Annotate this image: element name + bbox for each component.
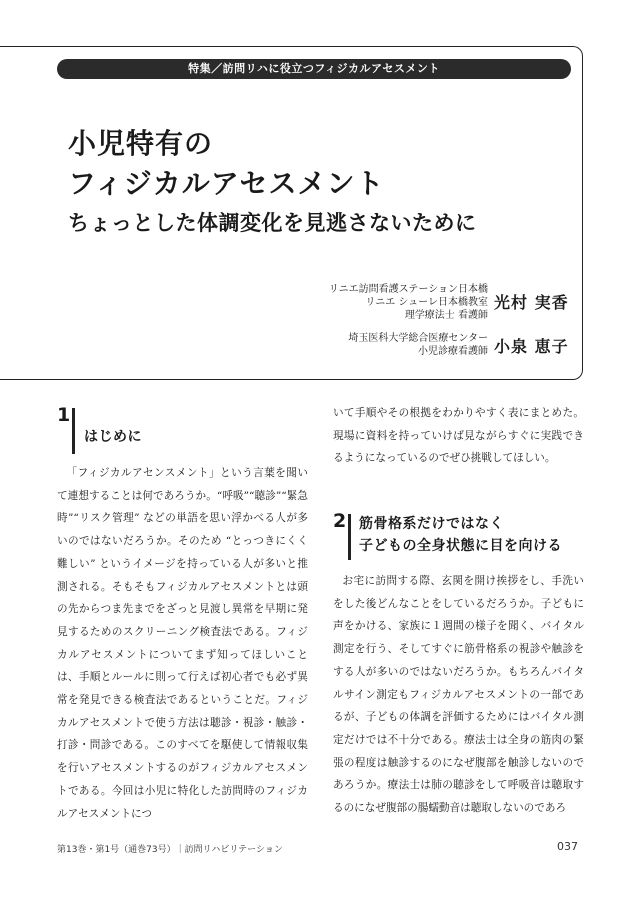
column-right-top <box>333 402 584 470</box>
section1-number: 1 <box>57 404 71 426</box>
article-subtitle: ちょっとした体調変化を見逃さないために <box>68 211 477 235</box>
section2-number: 2 <box>333 510 347 532</box>
section2-heading-line1: 筋骨格系だけではなく <box>359 516 504 532</box>
section2-heading <box>359 513 562 557</box>
section1-bar <box>72 408 75 454</box>
column-left-body <box>57 462 308 825</box>
author1-affiliation-line: 理学療法士 看護師 <box>404 310 488 321</box>
section1-heading: はじめに <box>84 429 142 445</box>
author1-affiliation-line: リニエ シューレ日本橋教室 <box>365 297 488 308</box>
feature-banner: 特集／訪問リハに役立つフィジカルアセスメント <box>57 59 571 79</box>
author1-affiliation-line: リニエ訪問看護ステーション日本橋 <box>328 284 488 295</box>
article-title-line1: 小児特有の <box>68 127 214 160</box>
page-number: 037 <box>557 840 578 853</box>
author2-affiliation <box>348 332 488 358</box>
section2-heading-line2: 子どもの全身状態に目を向ける <box>359 538 562 554</box>
section2-paragraph: お宅に訪問する際、玄関を開け挨拶をし、手洗いをした後どんなことをしているだろうか。子どもに声をかける、家族に１週間の様子を聞く、バイタル測定を行う、そしてすぐに筋骨格系の視診や触診をする人が多いのではないだろうか。もちろんバイタルサイン測定もフィジカルアセスメントの一部であるが、子どもの体調を評価するためにはバイタル測定だけでは不十分である。療法士は全身の筋肉の緊張の程度は触診するのになぜ腹部を触診しないのであろうか。療法士は肺の聴診をして呼吸音は聴取するのになぜ腹部の腸蠕動音は聴取しないのであろ <box>333 575 584 815</box>
section1-paragraph: 「フィジカルアセンスメント」という言葉を聞いて連想することは何であろうか。“呼吸”“聴診”“緊急時”“リスク管理” などの単語を思い浮かべる人が多いのではないだろうか。そのため “とっつきにくく難しい” というイメージを持っている人が多いと推測される。そもそもフィジカルアセスメントとは頭の先からつま先までをざっと見渡し異常を早期に発見するためのスクリーニング検査法である。フィジカルアセスメントについてまず知ってほしいことは、手順とルールに則って行えば初心者でも必ず異常を発見できる検査法であるということだ。フィジカルアセスメントで使う方法は聴診・視診・触診・打診・問診である。このすべてを駆使して情報収集を行いアセスメントするのがフィジカルアセスメントである。今回は小児に特化した訪問時のフィジカルアセスメントにつ <box>57 467 308 820</box>
author1-name: 光村 実香 <box>494 293 569 312</box>
journal-footer: 第13巻・第1号（通巻73号）｜訪問リハビリテーション <box>57 845 283 855</box>
author2-name: 小泉 恵子 <box>494 337 569 356</box>
author2-affiliation-line: 小児診療看護師 <box>418 346 488 357</box>
author2-affiliation-line: 埼玉医科大学総合医療センター <box>348 333 488 344</box>
column-right-continuation: いて手順やその根拠をわかりやすく表にまとめた。現場に資料を持っていけば見ながらすぐに実践できるようになっているのでぜひ挑戦してほしい。 <box>333 407 584 465</box>
section2-bar <box>348 514 351 560</box>
article-title-line2: フィジカルアセスメント <box>68 167 385 200</box>
column-right-body <box>333 570 584 820</box>
author1-affiliation <box>329 283 488 322</box>
